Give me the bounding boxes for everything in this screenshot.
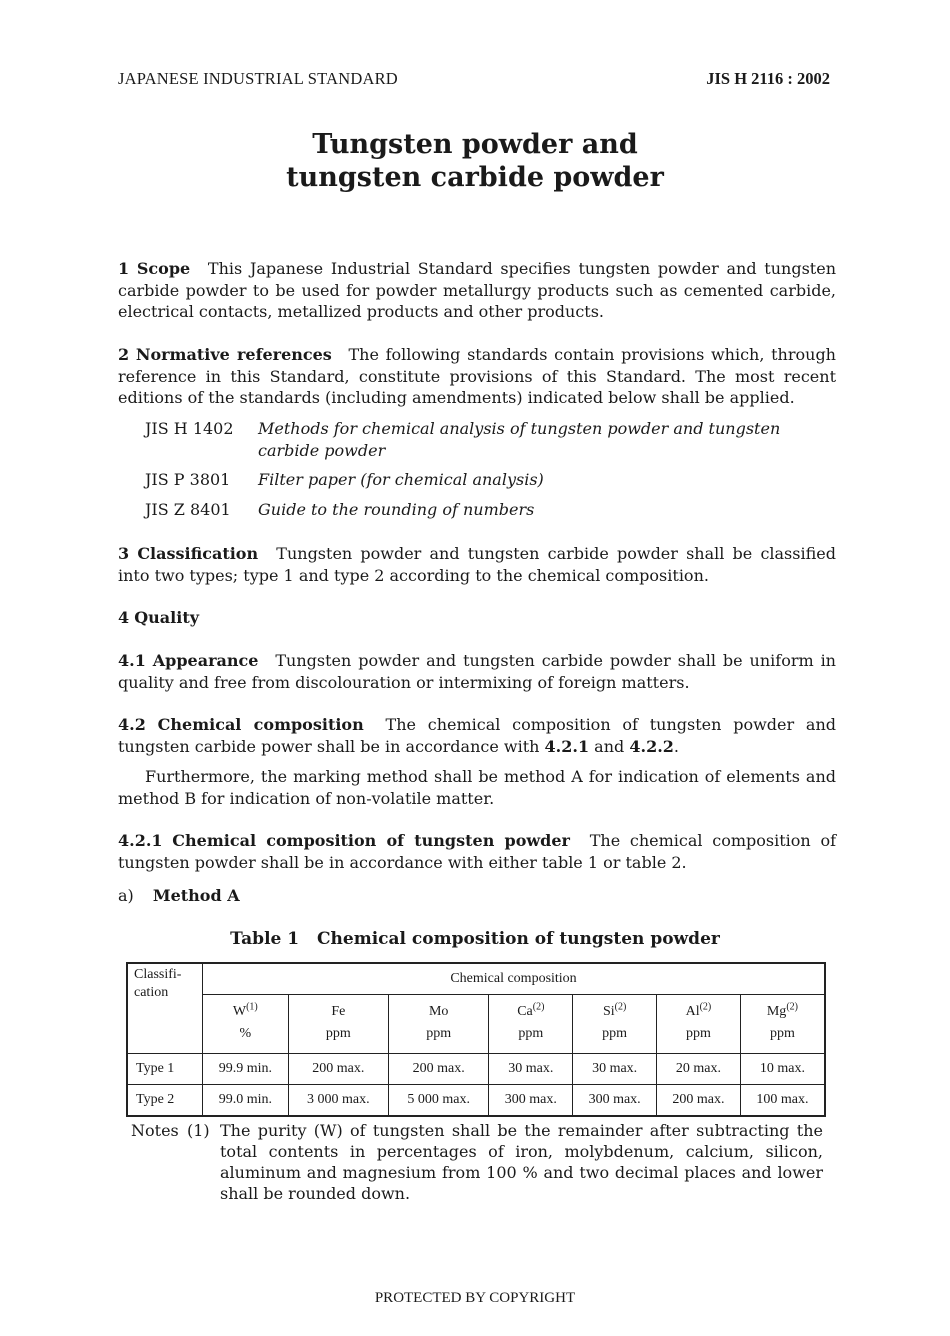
- clause-link-4-2-2: 4.2.2: [629, 736, 674, 756]
- column-header-ca: [489, 995, 573, 1054]
- reference-title: Guide to the rounding of numbers: [258, 500, 535, 519]
- section-heading: Quality: [134, 608, 200, 627]
- unit: ppm: [769, 1026, 795, 1041]
- unit: ppm: [325, 1026, 351, 1041]
- note-ref: (1): [246, 1001, 258, 1013]
- reference-code: JIS P 3801: [145, 470, 231, 489]
- table-cell: 20 max.: [657, 1054, 741, 1085]
- table-cell: 10 max.: [740, 1054, 825, 1085]
- header-classification: Classifi- cation: [127, 963, 203, 1054]
- method-title: Method A: [152, 886, 240, 905]
- table-cell: 200 max.: [657, 1085, 741, 1117]
- paragraph-marking-method: Furthermore, the marking method shall be method A for indication of elements and method B for indication of non-volatile matter.: [118, 767, 836, 808]
- reference-code: JIS H 1402: [145, 419, 234, 438]
- table-cell: 3 000 max.: [288, 1085, 388, 1117]
- section-normative-references: [118, 344, 836, 409]
- element-symbol: Mo: [428, 1004, 449, 1019]
- running-header-left: JAPANESE INDUSTRIAL STANDARD: [118, 69, 398, 88]
- unit: ppm: [602, 1026, 628, 1041]
- document-title: [0, 128, 950, 194]
- section-text: Tungsten powder and tungsten carbide powder shall be uniform in quality and free from discolouration or intermixing of foreign matters.: [118, 651, 836, 692]
- column-header-w: [203, 995, 289, 1054]
- method-heading: [118, 886, 240, 905]
- section-text: The chemical composition of tungsten powder and tungsten carbide power shall be in accordance with: [118, 715, 837, 756]
- unit: ppm: [518, 1026, 544, 1041]
- period: .: [673, 736, 679, 756]
- note-number: (1): [187, 1121, 210, 1140]
- running-header-right: JIS H 2116 : 2002: [706, 69, 830, 88]
- note-ref: (2): [786, 1001, 798, 1013]
- table-cell: 300 max.: [489, 1085, 573, 1117]
- table-row: [127, 1054, 825, 1085]
- section-text: The chemical composition of tungsten powder shall be in accordance with either table 1 or table 2.: [118, 831, 836, 872]
- section-chemical-composition: [118, 714, 836, 757]
- title-line-2: tungsten carbide powder: [286, 162, 664, 193]
- table-cell: 99.9 min.: [203, 1054, 289, 1085]
- chemical-composition-table: [126, 962, 826, 1117]
- element-symbol: Al: [685, 1004, 700, 1019]
- section-heading: Chemical composition: [157, 715, 364, 734]
- table-cell: 5 000 max.: [389, 1085, 489, 1117]
- section-heading: Normative references: [135, 345, 332, 364]
- column-header-si: [573, 995, 657, 1054]
- element-symbol: Ca: [517, 1004, 533, 1019]
- section-number: 4: [118, 608, 130, 627]
- section-heading: Appearance: [152, 651, 259, 670]
- element-symbol: Fe: [331, 1004, 346, 1019]
- conjunction: and: [594, 736, 625, 756]
- table-caption: [0, 929, 950, 949]
- table-cell: 100 max.: [740, 1085, 825, 1117]
- reference-title: Filter paper (for chemical analysis): [258, 470, 544, 489]
- unit: %: [239, 1026, 252, 1041]
- table-number: Table 1: [230, 929, 300, 949]
- section-number: 4.1: [118, 651, 146, 670]
- unit: ppm: [685, 1026, 711, 1041]
- section-text: The following standards contain provisions which, through reference in this Standard, constitute provisions of this Standard. The most recent editions of the standards (including amendments) indicated below shall be applied.: [118, 345, 836, 407]
- notes-label: Notes: [131, 1121, 179, 1140]
- section-appearance: [118, 650, 836, 693]
- title-line-1: Tungsten powder and: [312, 129, 638, 160]
- header-chemical-composition: Chemical composition: [203, 963, 826, 995]
- section-text: This Japanese Industrial Standard specifies tungsten powder and tungsten carbide powder to be used for powder metallurgy products such as cemented carbide, electrical contacts, metallized products and other products.: [118, 259, 836, 321]
- section-tungsten-powder-composition: [118, 830, 836, 873]
- footer-copyright: PROTECTED BY COPYRIGHT: [374, 1290, 576, 1306]
- section-number: 3: [118, 544, 130, 563]
- note-ref: (2): [699, 1001, 712, 1013]
- section-heading: Chemical composition of tungsten powder: [172, 831, 570, 850]
- section-number: 1: [118, 259, 130, 278]
- reference-code: JIS Z 8401: [145, 500, 231, 519]
- element-symbol: Si: [602, 1004, 615, 1019]
- table-row: [127, 1085, 825, 1117]
- row-label: Type 1: [127, 1054, 203, 1085]
- table-cell: 99.0 min.: [203, 1085, 289, 1117]
- section-number: 2: [118, 345, 130, 364]
- table-cell: 30 max.: [489, 1054, 573, 1085]
- table-cell: 200 max.: [288, 1054, 388, 1085]
- section-classification: [118, 543, 836, 586]
- note-ref: (2): [614, 1001, 627, 1013]
- element-symbol: Mg: [766, 1004, 787, 1019]
- clause-link-4-2-1: 4.2.1: [544, 736, 590, 756]
- section-heading: Scope: [136, 259, 191, 278]
- unit: ppm: [426, 1026, 452, 1041]
- column-header-mg: [740, 995, 825, 1054]
- column-header-al: [657, 995, 741, 1054]
- table-cell: 30 max.: [573, 1054, 657, 1085]
- section-quality: [118, 607, 836, 629]
- element-symbol: W: [232, 1004, 247, 1019]
- section-number: 4.2: [118, 715, 146, 734]
- table-caption-text: Chemical composition of tungsten powder: [317, 929, 720, 949]
- list-label: a): [118, 886, 134, 905]
- section-heading: Classification: [137, 544, 259, 563]
- reference-title: Methods for chemical analysis of tungsten powder and tungsten carbide powder: [258, 419, 781, 460]
- note-text: The purity (W) of tungsten shall be the remainder after subtracting the total contents in percentages of iron, molybdenum, calcium, silicon, aluminum and magnesium from 100 % and two decimal places and lower shall be rounded down.: [220, 1121, 823, 1203]
- row-label: Type 2: [127, 1085, 203, 1117]
- section-text: Tungsten powder and tungsten carbide powder shall be classified into two types; type 1 and type 2 according to the chemical composition.: [118, 544, 836, 585]
- note-ref: (2): [532, 1001, 545, 1013]
- table-cell: 200 max.: [389, 1054, 489, 1085]
- section-scope: [118, 258, 836, 323]
- column-header-fe: [288, 995, 388, 1054]
- column-header-mo: [389, 995, 489, 1054]
- table-cell: 300 max.: [573, 1085, 657, 1117]
- section-number: 4.2.1: [118, 831, 163, 850]
